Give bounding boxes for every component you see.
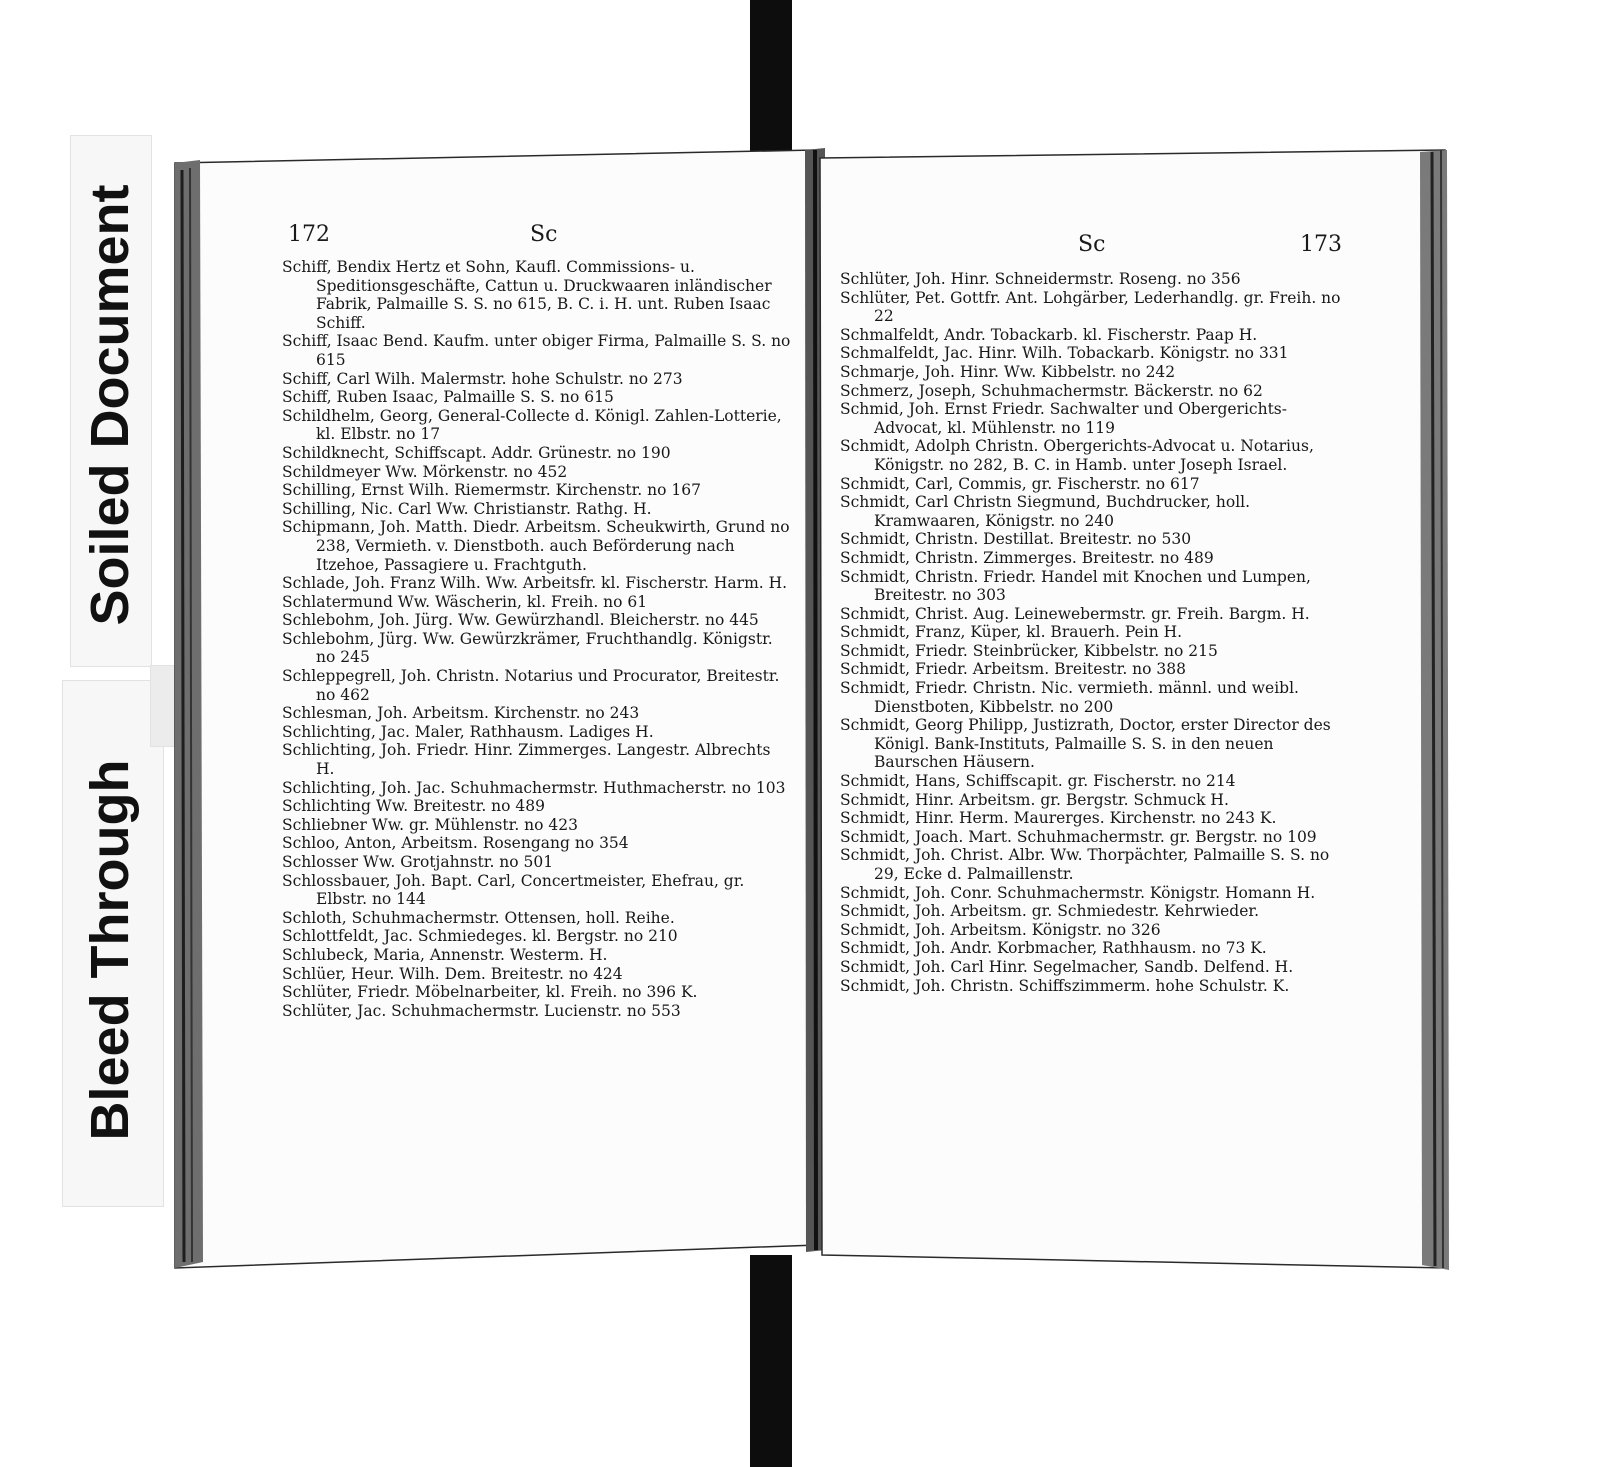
list-item: Schlossbauer, Joh. Bapt. Carl, Concertmeister, Ehefrau, gr. Elbstr. no 144: [282, 871, 745, 909]
list-item: Schilling, Ernst Wilh. Riemermstr. Kirchenstr. no 167: [282, 481, 701, 500]
list-item: Schlubeck, Maria, Annenstr. Westerm. H.: [282, 945, 608, 964]
list-item: Schmidt, Joach. Mart. Schuhmachermstr. gr. Bergstr. no 109: [840, 827, 1317, 846]
list-item: Schmidt, Carl Christn Siegmund, Buchdrucker, holl. Kramwaaren, Königstr. no 240: [840, 493, 1251, 530]
list-item: Schlosser Ww. Grotjahnstr. no 501: [282, 853, 554, 871]
list-item: Schlüter, Friedr. Möbelnarbeiter, kl. Freih. no 396 K.: [282, 983, 698, 1002]
list-item: Schmerz, Joseph, Schuhmachermstr. Bäckerstr. no 62: [840, 381, 1263, 400]
list-item: Schlichting Ww. Breitestr. no 489: [282, 797, 545, 816]
list-item: Schlichting, Joh. Jac. Schuhmachermstr. Huthmacherstr. no 103: [282, 778, 786, 797]
list-item: Schmidt, Joh. Andr. Korbmacher, Rathhausm. no 73 K.: [840, 939, 1267, 958]
list-item: Schlottfeldt, Jac. Schmiedeges. kl. Bergstr. no 210: [282, 927, 678, 946]
list-item: Schmidt, Joh. Christn. Schiffszimmerm. hohe Schulstr. K.: [840, 976, 1290, 995]
list-item: Schmidt, Hinr. Arbeitsm. gr. Bergstr. Schmuck H.: [840, 790, 1229, 809]
list-item: Schlade, Joh. Franz Wilh. Ww. Arbeitsfr. kl. Fischerstr. Harm. H.: [282, 574, 788, 593]
list-item: Schlüter, Joh. Hinr. Schneidermstr. Roseng. no 356: [840, 270, 1241, 288]
list-item: Schmarje, Joh. Hinr. Ww. Kibbelstr. no 242: [840, 362, 1176, 381]
list-item: Schmalfeldt, Andr. Tobackarb. kl. Fischerstr. Paap H.: [840, 325, 1258, 344]
list-item: Schleppegrell, Joh. Christn. Notarius und Procurator, Breitestr. no 462: [282, 667, 780, 704]
list-item: Schlüter, Pet. Gottfr. Ant. Lohgärber, Lederhandlg. gr. Freih. no 22: [840, 288, 1341, 326]
list-item: Schlatermund Ww. Wäscherin, kl. Freih. no 61: [282, 592, 648, 611]
list-item: Schildknecht, Schiffscapt. Addr. Grünestr. no 190: [282, 443, 671, 462]
right-section-header: Sc: [1078, 232, 1106, 257]
list-item: Schiff, Isaac Bend. Kaufm. unter obiger Firma, Palmaille S. S. no 615: [282, 332, 791, 369]
list-item: Schmidt, Joh. Christ. Albr. Ww. Thorpächter, Palmaille S. S. no 29, Ecke d. Palmaillenstr.: [840, 846, 1330, 883]
list-item: Schiff, Ruben Isaac, Palmaille S. S. no 615: [282, 388, 614, 407]
list-item: Schildmeyer Ww. Mörkenstr. no 452: [282, 462, 568, 481]
list-item: Schlüer, Heur. Wilh. Dem. Breitestr. no 424: [282, 964, 623, 983]
list-item: Schlichting, Jac. Maler, Rathhausm. Ladiges H.: [282, 722, 654, 741]
list-item: Schmalfeldt, Jac. Hinr. Wilh. Tobackarb. Königstr. no 331: [840, 344, 1289, 363]
list-item: Schlebohm, Jürg. Ww. Gewürzkrämer, Fruchthandlg. Königstr. no 245: [282, 629, 773, 667]
right-entry-list: [840, 270, 1350, 995]
list-item: Schmidt, Georg Philipp, Justizrath, Doctor, erster Director des Königl. Bank-Instituts, Palmaille S. S. in den neuen Baurschen Häusern.: [840, 716, 1331, 772]
soiled-document-label: Soiled Document: [80, 184, 140, 626]
list-item: Schliebner Ww. gr. Mühlenstr. no 423: [282, 815, 578, 834]
list-item: Schiff, Carl Wilh. Malermstr. hohe Schulstr. no 273: [282, 369, 683, 388]
list-item: Schmidt, Franz, Küper, kl. Brauerh. Pein H.: [840, 623, 1183, 642]
list-item: Schmidt, Friedr. Christn. Nic. vermieth. männl. und weibl. Dienstboten, Kibbelstr. no 200: [840, 679, 1299, 716]
list-item: Schmidt, Joh. Arbeitsm. gr. Schmiedestr. Kehrwieder.: [840, 902, 1259, 921]
list-item: Schloth, Schuhmachermstr. Ottensen, holl. Reihe.: [282, 908, 675, 927]
list-item: Schmidt, Christn. Friedr. Handel mit Knochen und Lumpen, Breitestr. no 303: [840, 567, 1311, 605]
left-entry-list: [282, 258, 792, 1020]
left-section-header: Sc: [530, 222, 558, 247]
list-item: Schmidt, Friedr. Arbeitsm. Breitestr. no 388: [840, 660, 1187, 679]
left-page-edge: [175, 160, 203, 1268]
list-item: Schloo, Anton, Arbeitsm. Rosengang no 354: [282, 834, 629, 853]
bleed-through-label: Bleed Through: [80, 759, 140, 1141]
list-item: Schmidt, Adolph Christn. Obergerichts-Advocat u. Notarius, Königstr. no 282, B. C. in Hamb. unter Joseph Israel.: [840, 437, 1314, 474]
list-item: Schmidt, Hinr. Herm. Maurerges. Kirchenstr. no 243 K.: [840, 809, 1277, 828]
list-item: Schmidt, Christn. Zimmerges. Breitestr. no 489: [840, 548, 1214, 567]
list-item: Schmidt, Christn. Destillat. Breitestr. no 530: [840, 530, 1192, 549]
list-item: Schmidt, Joh. Arbeitsm. Königstr. no 326: [840, 920, 1161, 939]
list-item: Schlebohm, Joh. Jürg. Ww. Gewürzhandl. Bleicherstr. no 445: [282, 611, 759, 630]
list-item: Schiff, Bendix Hertz et Sohn, Kaufl. Commissions- u. Speditionsgeschäfte, Cattun u. Druckwaaren inländischer Fabrik, Palmaille S. S. no 615, B. C. i. H. unt. Ruben Isaac Schiff.: [282, 258, 772, 332]
list-item: Schmid, Joh. Ernst Friedr. Sachwalter und Obergerichts-Advocat, kl. Mühlenstr. no 119: [840, 400, 1287, 437]
right-page-number: 173: [1300, 232, 1342, 257]
list-item: Schlüter, Jac. Schuhmachermstr. Lucienstr. no 553: [282, 1001, 681, 1020]
list-item: Schilling, Nic. Carl Ww. Christianstr. Rathg. H.: [282, 499, 652, 518]
list-item: Schipmann, Joh. Matth. Diedr. Arbeitsm. Scheukwirth, Grund no 238, Vermieth. v. Dienstboth. auch Beförderung nach Itzehoe, Passagiere u. Frachtguth.: [282, 518, 790, 574]
list-item: Schlesman, Joh. Arbeitsm. Kirchenstr. no 243: [282, 704, 640, 723]
list-item: Schmidt, Hans, Schiffscapit. gr. Fischerstr. no 214: [840, 772, 1236, 791]
list-item: Schmidt, Friedr. Steinbrücker, Kibbelstr. no 215: [840, 641, 1218, 660]
list-item: Schmidt, Joh. Conr. Schuhmachermstr. Königstr. Homann H.: [840, 883, 1316, 902]
list-item: Schlichting, Joh. Friedr. Hinr. Zimmerges. Langestr. Albrechts H.: [282, 741, 771, 779]
list-item: Schmidt, Joh. Carl Hinr. Segelmacher, Sandb. Delfend. H.: [840, 957, 1294, 976]
list-item: Schmidt, Carl, Commis, gr. Fischerstr. no 617: [840, 474, 1200, 493]
left-page-number: 172: [288, 222, 330, 247]
list-item: Schildhelm, Georg, General-Collecte d. Königl. Zahlen-Lotterie, kl. Elbstr. no 17: [282, 406, 782, 444]
list-item: Schmidt, Christ. Aug. Leinewebermstr. gr. Freih. Bargm. H.: [840, 604, 1310, 623]
